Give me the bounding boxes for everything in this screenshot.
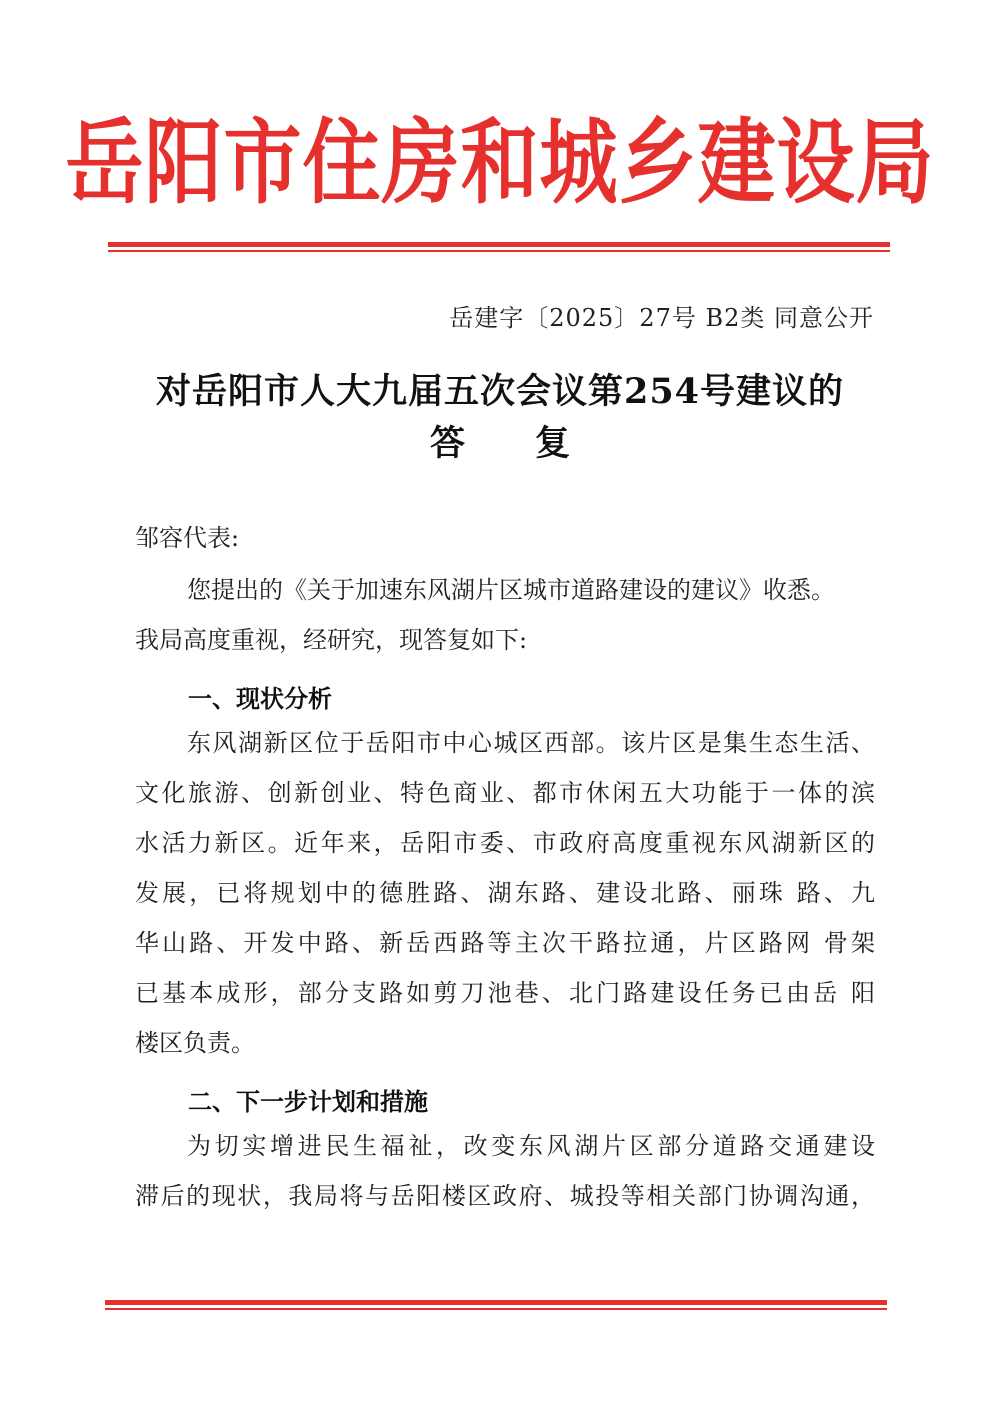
section-2-line-2: 滞后的现状，我局将与岳阳楼区政府、城投等相关部门协调沟通， [135,1182,875,1210]
salutation: 邹容代表: [135,524,240,552]
section-1-line-3: 水活力新区。近年来，岳阳市委、市政府高度重视东风湖新区的 [135,829,875,857]
header-red-rule [108,242,890,252]
section-1-line-7: 楼区负责。 [135,1029,255,1057]
title-char-fu: 复 [535,423,571,464]
intro-line-2: 我局高度重视，经研究，现答复如下: [135,626,528,654]
footer-red-rule [105,1300,887,1310]
section-1-line-4: 发展，已将规划中的德胜路、湖东路、建设北路、丽珠 路、九 [135,879,875,907]
document-number: 岳建字〔2025〕27号 B2类 同意公开 [449,304,874,332]
document-title-line-2 [0,416,1000,466]
section-2-heading: 二、下一步计划和措施 [188,1088,428,1116]
document-title-line-1: 对岳阳市人大九届五次会议第254号建议的 [155,371,845,412]
section-2-line-1: 为切实增进民生福祉，改变东风湖片区部分道路交通建设 [187,1132,875,1160]
section-1-line-5: 华山路、开发中路、新岳西路等主次干路拉通，片区路网 骨架 [135,929,875,957]
section-1-line-6: 已基本成形，部分支路如剪刀池巷、北门路建设任务已由岳 阳 [135,979,875,1007]
intro-line-1: 您提出的《关于加速东风湖片区城市道路建设的建议》收悉。 [187,576,835,604]
section-1-line-1: 东风湖新区位于岳阳市中心城区西部。该片区是集生态生活、 [187,729,875,757]
title-char-da: 答 [429,423,465,464]
agency-masthead: 岳阳市住房和城乡建设局 [65,110,935,218]
section-1-heading: 一、现状分析 [188,685,332,713]
section-1-line-2: 文化旅游、创新创业、特色商业、都市休闲五大功能于一体的滨 [135,779,875,807]
